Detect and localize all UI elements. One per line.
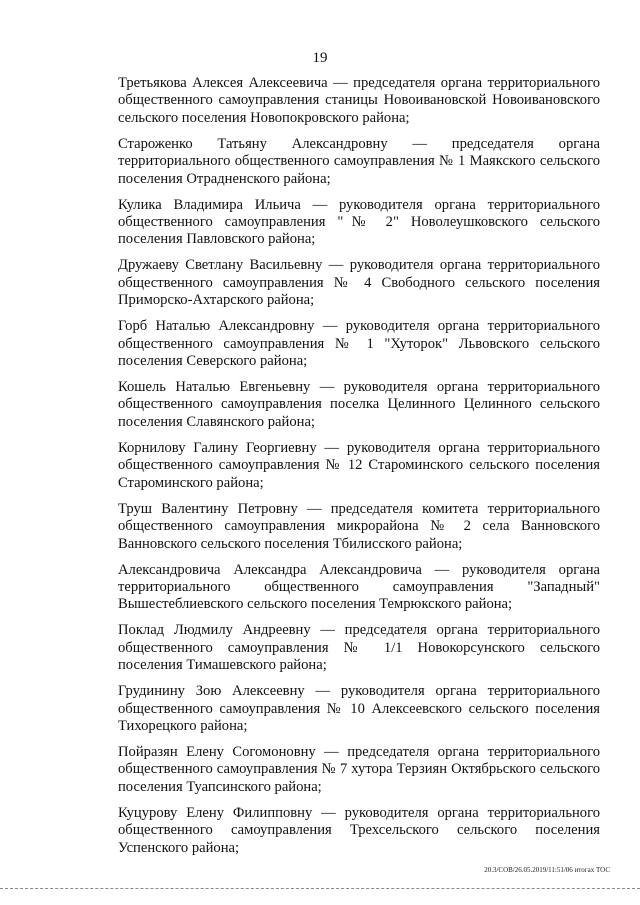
scan-edge-divider [0,888,640,889]
list-item: Дружаеву Светлану Васильевну — руководителя органа территориального общественного самоуправления № 4 Свободного сельского поселения Приморско-Ахтарского района; [118,257,600,309]
list-item: Куцурову Елену Филипповну — руководителя органа территориального общественного самоуправления Трехсельского сельского поселения Успенского района; [118,804,600,856]
list-item: Третьякова Алексея Алексеевича — председателя органа территориального общественного самоуправления станицы Новоивановской Новоивановского сельского поселения Новопокровского района; [118,75,600,126]
document-footer-code: 20.3/СОВ/26.05.2019/11:51/06 итогах ТОС [484,866,610,874]
list-item: Грудинину Зою Алексеевну — руководителя органа территориального общественного самоуправления № 10 Алексеевского сельского поселения Тихорецкого района; [118,683,600,734]
list-item: Кулика Владимира Ильича — руководителя органа территориального общественного самоуправления "№ 2" Новолеушковского сельского поселения Павловского района; [118,196,600,248]
list-item: Александровича Александра Александровича — руководителя органа территориального общественного самоуправления "Западный" Вышестеблиевского сельского поселения Темрюкского района; [118,561,600,613]
list-item: Кошель Наталью Евгеньевну — руководителя органа территориального общественного самоуправления поселка Целинного Целинного сельского поселения Славянского района; [118,379,600,430]
list-item: Поклад Людмилу Андреевну — председателя органа территориального общественного самоуправления № 1/1 Новокорсунского сельского поселения Тимашевского района; [118,622,600,674]
list-item: Корнилову Галину Георгиевну — руководителя органа территориального общественного самоуправления № 12 Староминского сельского поселения Староминского района; [118,439,600,491]
list-item: Горб Наталью Александровну — руководителя органа территориального общественного самоуправления № 1 "Хуторок" Львовского сельского поселения Северского района; [118,318,600,370]
list-item: Труш Валентину Петровну — председателя комитета территориального общественного самоуправления микрорайона № 2 села Ванновского Ванновского сельского поселения Тбилисского района; [118,500,600,552]
list-item: Пойразян Елену Согомоновну — председателя органа территориального общественного самоуправления № 7 хутора Терзиян Октябрьского сельского поселения Туапсинского района; [118,743,600,795]
award-list [118,75,600,866]
list-item: Староженко Татьяну Александровну — председателя органа территориального общественного самоуправления № 1 Маякского сельского поселения Отрадненского района; [118,135,600,187]
page-number: 19 [312,50,328,66]
